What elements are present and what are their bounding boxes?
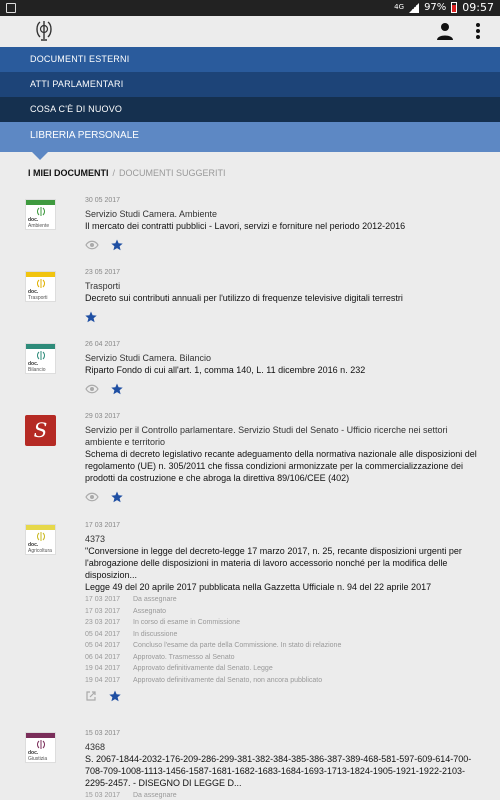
senato-logo: S [25,415,56,446]
process-step: 15 03 2017 Da assegnare [85,792,177,799]
doc-thumbnail [25,199,56,230]
doc-source: Servizio Studi Camera. Ambiente [85,209,218,219]
doc-source: 4373 [85,534,106,544]
camera-mini-icon [36,740,46,749]
doc-date: 26 04 2017 [85,341,121,348]
tab-separator: / [112,168,116,178]
doc-thumbnail [25,271,56,302]
process-step: 05 04 2017 Concluso l'esame da parte della Commissione. In stato di relazione [85,642,342,649]
doc-category: Trasporti [28,295,48,301]
doc-date: 30 05 2017 [85,197,121,204]
doc-title[interactable]: Decreto sui contributi annuali per l'utilizzo di frequenze televisive digitali terrestri [85,293,403,303]
doc-thumbnail [25,524,56,555]
doc-label: doc. [28,750,39,756]
library-tabs [28,168,226,178]
user-icon[interactable] [436,22,454,40]
doc-date: 23 05 2017 [85,269,121,276]
active-section-indicator [32,152,48,160]
camera-mini-icon [36,207,46,216]
open-external-icon[interactable] [85,690,97,702]
eye-icon[interactable] [85,384,99,394]
star-icon[interactable] [109,690,121,702]
nav-atti-parlamentari[interactable]: ATTI PARLAMENTARI [0,72,500,97]
process-step: 06 04 2017 Approvato. Trasmesso al Senato [85,653,235,661]
tab-miei-documenti[interactable]: I MIEI DOCUMENTI [28,168,109,178]
battery-percent: 97% [424,2,447,13]
eye-icon[interactable] [85,240,99,250]
doc-title[interactable]: S. 2067-1844-2032-176-209-286-299-381-382-384-385-386-387-389-468-581-597-609-614-700-708-709-1008-1113-1456-1587-1681-1682-1683-1684-1693-1713-1824-1905-1921-1922-2103-2295-2457. - DISEGNO DI LEGGE D... [85,754,472,788]
star-icon[interactable] [111,491,123,503]
doc-label: doc. [28,361,39,367]
camera-mini-icon [36,279,46,288]
star-icon[interactable] [85,311,97,323]
doc-label: doc. [28,289,39,295]
network-type: 4G [394,3,405,11]
notification-icon [6,3,16,13]
camera-mini-icon [36,351,46,360]
process-step: 17 03 2017 Assegnato [85,607,167,615]
doc-thumbnail [25,732,56,763]
clock: 09:57 [462,1,494,14]
doc-category: Agricoltura [28,548,52,554]
doc-category: Giustizia [28,756,48,762]
doc-title[interactable]: Il mercato dei contratti pubblici - Lavori, servizi e forniture nel periodo 2012-2016 [85,221,406,231]
doc-thumbnail [25,343,56,374]
doc-date: 29 03 2017 [85,413,121,420]
doc-title[interactable]: Schema di decreto legislativo recante adeguamento della normativa nazionale alle disposizioni del regolamento (UE) n. 305/2011 che fissa condizioni armonizzate per la commercializzazione dei prodotti da costruzione e che abroga la direttiva 89/106/CEE (402) [85,449,477,483]
doc-source: Servizio per il Controllo parlamentare. Servizio Studi del Senato - Ufficio ricerche nei settori ambiente e territorio [85,425,448,447]
star-icon[interactable] [111,239,123,251]
doc-date: 17 03 2017 [85,522,121,529]
doc-title[interactable]: "Conversione in legge del decreto-legge 17 marzo 2017, n. 25, recante disposizioni urgenti per l'abrogazione delle disposizioni in materia di lavoro accessorio nonché per la modifica delle disposizion... [85,546,462,580]
process-step: 05 04 2017 In discussione [85,630,178,638]
doc-date: 15 03 2017 [85,730,121,737]
camera-logo-icon[interactable] [34,19,54,43]
nav-cosa-ce-di-nuovo[interactable]: COSA C'È DI NUOVO [0,97,500,122]
camera-mini-icon [36,532,46,541]
process-steps [85,594,480,686]
app-bar [0,16,500,47]
more-vert-icon[interactable] [470,21,486,41]
process-step: 17 03 2017 Da assegnare [85,596,177,603]
star-icon[interactable] [111,383,123,395]
doc-category: Ambiente [28,223,50,229]
doc-category: Bilancio [28,367,46,373]
battery-icon [451,2,457,13]
eye-icon[interactable] [85,492,99,502]
doc-law: Legge 49 del 20 aprile 2017 pubblicata nella Gazzetta Ufficiale n. 94 del 22 aprile 2017 [85,582,432,592]
doc-label: doc. [28,217,39,223]
doc-title[interactable]: Riparto Fondo di cui all'art. 1, comma 140, L. 11 dicembre 2016 n. 232 [85,365,366,375]
signal-icon [409,3,419,13]
doc-label: doc. [28,542,39,548]
doc-source: 4368 [85,742,106,752]
doc-source: Servizio Studi Camera. Bilancio [85,353,212,363]
nav-documenti-esterni[interactable]: DOCUMENTI ESTERNI [0,47,500,72]
process-step: 19 04 2017 Approvato definitivamente dal Senato. Legge [85,665,273,672]
process-step: 19 04 2017 Approvato definitivamente dal Senato, non ancora pubblicato [85,676,323,684]
process-steps [85,790,480,800]
tab-documenti-suggeriti[interactable]: DOCUMENTI SUGGERITI [119,168,226,178]
nav-libreria-personale[interactable]: LIBRERIA PERSONALE [0,122,500,152]
status-bar [0,0,500,16]
doc-source: Trasporti [85,281,121,291]
process-step: 23 03 2017 In corso di esame in Commissione [85,619,240,626]
